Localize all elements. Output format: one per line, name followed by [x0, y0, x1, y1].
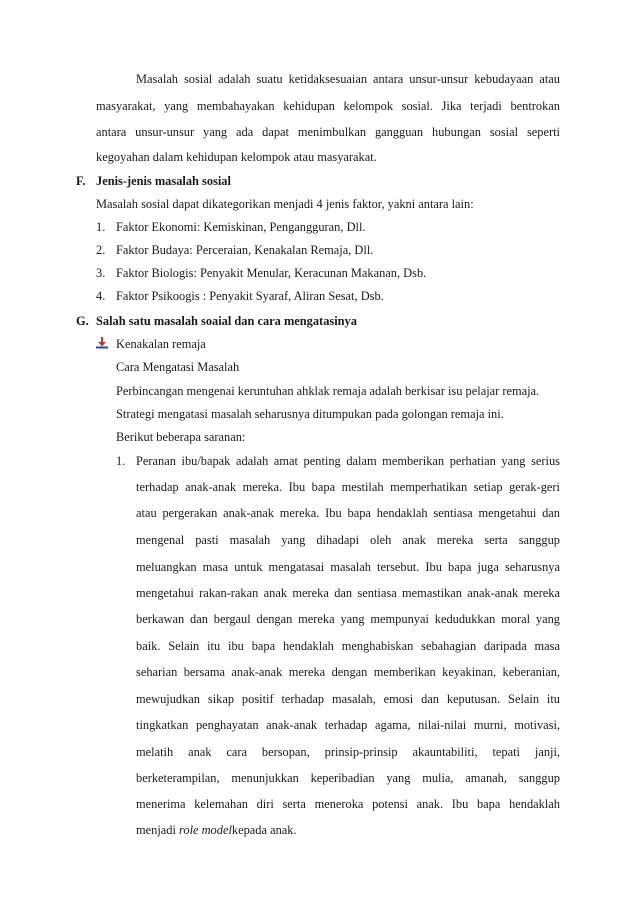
list-line: berketerampilan, menunjukkan keperibadian yang mulia, amanah, sanggup — [136, 771, 560, 785]
subheading: Cara Mengatasi Masalah — [116, 360, 240, 374]
list-number: 1. — [116, 454, 126, 468]
list-item: Faktor Ekonomi: Kemiskinan, Pengangguran, Dll. — [116, 220, 366, 234]
list-number: 3. — [96, 266, 106, 280]
list-item: Faktor Psikoogis : Penyakit Syaraf, Aliran Sesat, Dsb. — [116, 289, 384, 303]
list-line: mengenal pasti masalah yang dihadapi oleh anak mereka serta sanggup — [136, 533, 560, 547]
list-number: 2. — [96, 243, 106, 257]
list-line: tingkatkan penghayatan anak-anak terhadap agama, nilai-nilai murni, motivasi, — [136, 718, 560, 732]
list-line: seharian bersama anak-anak mereka dengan memberikan keyakinan, keberanian, — [136, 665, 560, 679]
section-g-marker: G. — [76, 314, 89, 328]
list-line: Peranan ibu/bapak adalah amat penting dalam memberikan perhatian yang serius — [136, 454, 560, 468]
role-model-italic: role model — [179, 823, 232, 837]
list-item: Faktor Biologis: Penyakit Menular, Keracunan Makanan, Dsb. — [116, 266, 427, 280]
section-f-marker: F. — [76, 174, 86, 188]
list-line: mewujudkan sikap positif terhadap masalah, emosi dan keputusan. Selain itu — [136, 692, 560, 706]
last-line-prefix: menjadi — [136, 823, 180, 837]
list-line: berkawan dan bergaul dengan mereka yang mempunyai kedudukkan moral yang — [136, 612, 560, 626]
arrow-bullet-icon — [95, 336, 109, 350]
section-f-intro: Masalah sosial dapat dikategorikan menjadi 4 jenis faktor, yakni antara lain: — [96, 197, 474, 211]
paragraph: Berikut beberapa saranan: — [116, 430, 246, 444]
list-line-last — [136, 822, 297, 838]
paragraph: Perbincangan mengenai keruntuhan ahklak remaja adalah berkisar isu pelajar remaja. — [116, 384, 540, 398]
intro-line-2: masyarakat, yang membahayakan kehidupan kelompok sosial. Jika terjadi bentrokan — [96, 99, 560, 113]
paragraph: Strategi mengatasi masalah seharusnya ditumpukan pada golongan remaja ini. — [116, 407, 504, 421]
list-line: menerima kelemahan diri serta meneroka potensi anak. Ibu bapa hendaklah — [136, 797, 560, 811]
list-item: Faktor Budaya: Perceraian, Kenakalan Remaja, Dll. — [116, 243, 374, 257]
list-line: mengetahui rakan-rakan anak mereka dan sentiasa memastikan anak-anak mereka — [136, 586, 560, 600]
list-line: baik. Selain itu ibu bapa hendaklah menghabiskan sebahagian daripada masa — [136, 639, 560, 653]
list-line: meluangkan masa untuk mengatasai masalah tersebut. Ibu bapa juga seharusnya — [136, 560, 560, 574]
intro-line-4: kegoyahan dalam kehidupan kelompok atau masyarakat. — [96, 150, 377, 164]
list-number: 4. — [96, 289, 106, 303]
last-line-suffix: kepada anak. — [231, 823, 297, 837]
intro-line-3: antara unsur-unsur yang ada dapat menimbulkan gangguan hubungan sosial seperti — [96, 125, 560, 139]
list-line: melatih anak cara bersopan, prinsip-prinsip akauntabiliti, tepati janji, — [136, 745, 560, 759]
list-line: terhadap anak-anak mereka. Ibu bapa mestilah memperhatikan setiap gerak-geri — [136, 480, 560, 494]
bullet-text: Kenakalan remaja — [116, 337, 206, 351]
section-g-heading: Salah satu masalah soaial dan cara mengatasinya — [96, 314, 357, 328]
intro-line-1: Masalah sosial adalah suatu ketidaksesuaian antara unsur-unsur kebudayaan atau — [136, 72, 560, 86]
section-f-heading: Jenis-jenis masalah sosial — [96, 174, 231, 188]
list-number: 1. — [96, 220, 106, 234]
list-line: atau pergerakan anak-anak mereka. Ibu bapa hendaklah sentiasa mengetahui dan — [136, 506, 560, 520]
